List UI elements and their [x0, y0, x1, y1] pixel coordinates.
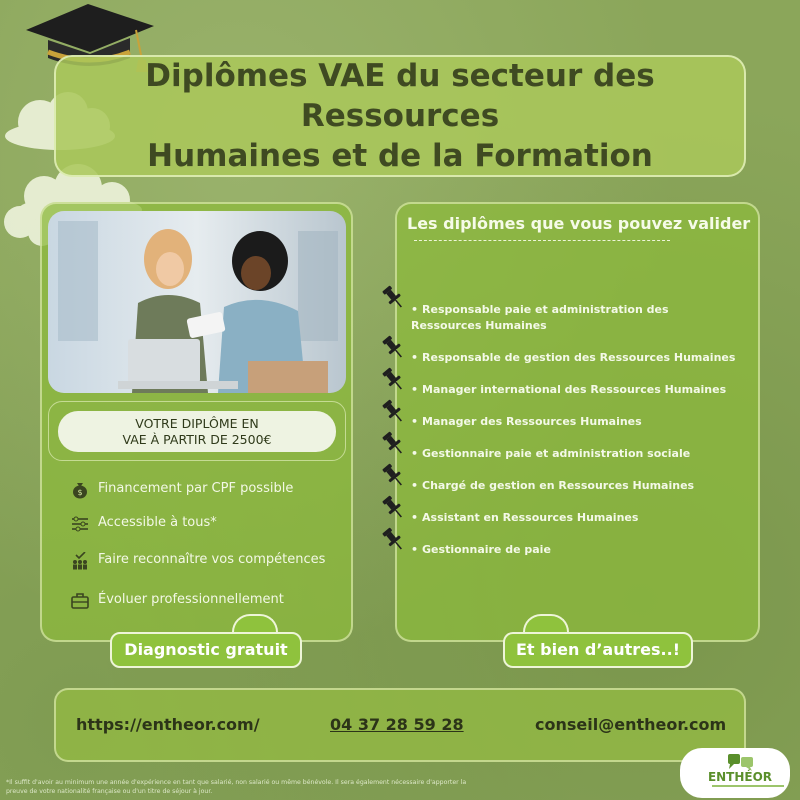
diploma-item: • Manager international des Ressources Humaines [411, 382, 741, 398]
title-line-2: Humaines et de la Formation [147, 138, 653, 174]
logo-name: ENTHÉOR [707, 770, 773, 784]
feature-access [70, 515, 340, 533]
price-line-2: VAE À PARTIR DE 2500€ [122, 432, 272, 447]
money-bag-icon [70, 481, 90, 499]
logo-underline [712, 785, 784, 787]
footnote: *Il suffit d'avoir au minimum une année d'expérience en tant que salarié, non salarié ou même bénévole. Il sera également nécessaire d'apporter la preuve de votre nationalité française ou d'un titre de séjour à jour. [6, 779, 467, 795]
team-photo [48, 211, 346, 393]
more-diplomas-button[interactable]: Et bien d’autres..! [503, 632, 693, 668]
phone-link[interactable]: 04 37 28 59 28 [330, 715, 464, 734]
website-link[interactable]: https://entheor.com/ [76, 715, 260, 734]
pushpin-icon [378, 524, 408, 554]
diploma-item: • Assistant en Ressources Humaines [411, 510, 741, 526]
title-panel [54, 55, 746, 177]
speech-bubble-logo-icon [726, 752, 756, 772]
feature-cpf [70, 481, 340, 499]
svg-text:$: $ [77, 488, 83, 497]
pushpin-icon [378, 428, 408, 458]
feature-skills [70, 552, 340, 570]
price-badge [58, 411, 336, 452]
dashed-divider [414, 240, 670, 241]
feature-career [70, 592, 340, 610]
email-link[interactable]: conseil@entheor.com [535, 715, 727, 734]
feature-label: Évoluer professionnellement [98, 592, 284, 607]
diploma-item: • Gestionnaire de paie [411, 542, 741, 558]
diploma-item: • Chargé de gestion en Ressources Humaines [411, 478, 741, 494]
pushpin-icon [378, 492, 408, 522]
feature-label: Financement par CPF possible [98, 481, 294, 496]
feature-label: Accessible à tous* [98, 515, 217, 530]
sliders-icon [70, 515, 90, 533]
pushpin-icon [378, 364, 408, 394]
title-line-1: Diplômes VAE du secteur des Ressources [145, 58, 655, 134]
pushpin-icon [378, 460, 408, 490]
diagnostic-button[interactable]: Diagnostic gratuit [110, 632, 302, 668]
diploma-item: • Manager des Ressources Humaines [411, 414, 741, 430]
diploma-item: • Gestionnaire paie et administration sociale [411, 446, 741, 462]
pushpin-icon [378, 282, 408, 312]
diplomas-heading: Les diplômes que vous pouvez valider [407, 214, 751, 233]
diploma-item: • Responsable de gestion des Ressources Humaines [411, 350, 741, 366]
feature-label: Faire reconnaître vos compétences [98, 552, 326, 567]
page-title [70, 56, 730, 176]
people-check-icon [70, 552, 90, 570]
diploma-item: • Responsable paie et administration des Ressources Humaines [411, 302, 741, 334]
pushpin-icon [378, 396, 408, 426]
price-line-1: VOTRE DIPLÔME EN [135, 416, 259, 431]
briefcase-icon [70, 592, 90, 610]
pushpin-icon [378, 332, 408, 362]
